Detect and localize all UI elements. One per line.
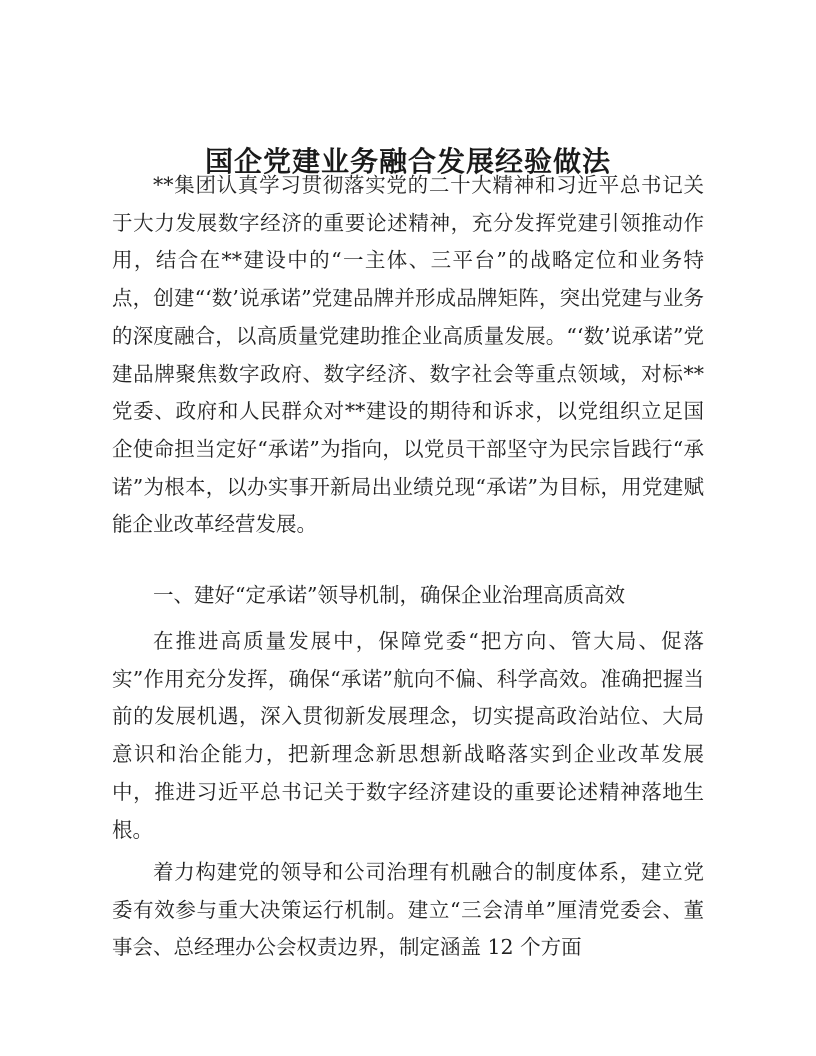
section-heading: 一、建好“定承诺”领导机制，确保企业治理高质高效 [153,583,625,607]
paragraph-text: **集团认真学习贯彻落实党的二十大精神和习近平总书记关于大力发展数字经济的重要论述精神，充分发挥党建引领推动作用，结合在**建设中的“一主体、三平台”的战略定位和业务特点，创建“‘数’说承诺”党建品牌并形成品牌矩阵，突出党建与业务的深度融合，以高质量党建助推企业高质量发展。“‘数’说承诺”党建品牌聚焦数字政府、数字经济、数字社会等重点领域，对标**党委、政府和人民群众对**建设的期待和诉求，以党组织立足国企使命担当定好“承诺”为指向，以党员干部坚守为民宗旨践行“承诺”为根本，以办实事开新局出业绩兑现“承诺”为目标，用党建赋能企业改革经营发展。 [112,173,704,537]
document-title: 国企党建业务融合发展经验做法 [204,145,611,178]
paragraph-text: 在推进高质量发展中，保障党委“把方向、管大局、促落实”作用充分发挥，确保“承诺”航向不偏、科学高效。准确把握当前的发展机遇，深入贯彻新发展理念，切实提高政治站位、大局意识和治企能力，把新理念新思想新战略落实到企业改革发展中，推进习近平总书记关于数字经济建设的重要论述精神落地生根。 [112,629,704,842]
intro-paragraph [112,167,704,544]
paragraph-text: 着力构建党的领导和公司治理有机融合的制度体系，建立党委有效参与重大决策运行机制。建立“三会清单”厘清党委会、董事会、总经理办公会权责边界，制定涵盖 12 个方面 [112,860,704,960]
body-paragraph [112,623,704,849]
body-paragraph [112,854,704,967]
